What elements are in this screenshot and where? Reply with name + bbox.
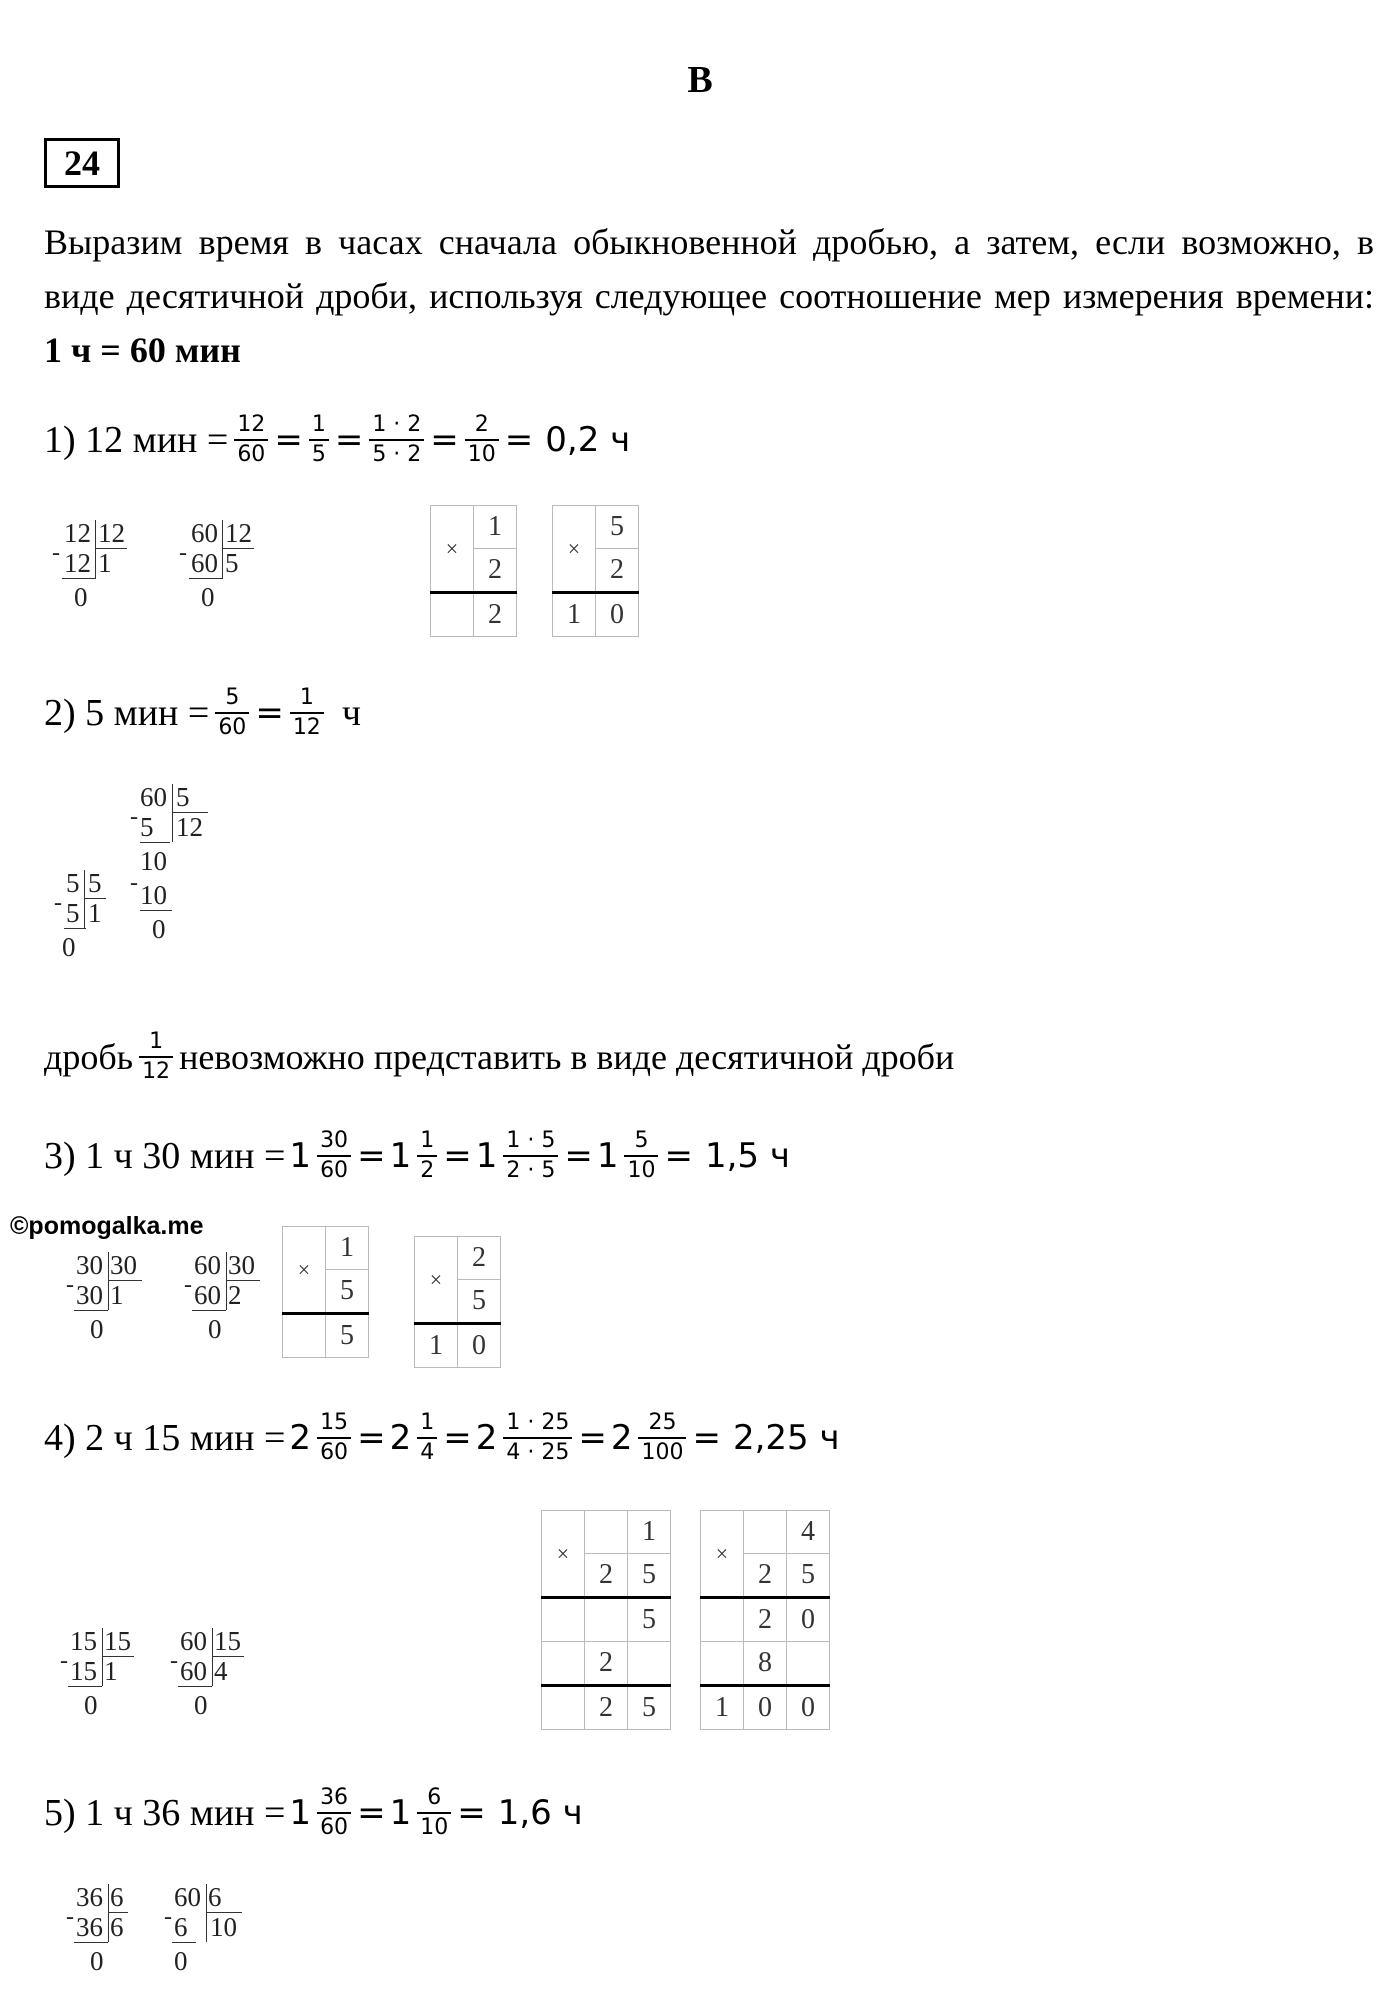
task-number: 24 xyxy=(44,138,120,188)
long-division: 60 6 - 6 10 0 xyxy=(170,1882,250,2000)
equation-1: 1) 12 мин = $\frac{12}{60}$ = $\frac{1}{5}$ = $\frac{1 \cdot 2}{5 \cdot 2}$ = $\frac{2}{10}$ = 0,2 ч xyxy=(44,412,631,467)
eq1-frac-4: $\frac{2}{10}$ xyxy=(465,411,499,469)
intro-ratio: 1 ч = 60 мин xyxy=(44,330,241,370)
eq4-result: 2,25 ч xyxy=(732,1418,840,1458)
eq4-mixed-3: 2 $\frac{1 \cdot 25}{4 \cdot 25}$ xyxy=(472,1409,579,1467)
eq4-lead: 4) 2 ч 15 мин = xyxy=(44,1417,286,1459)
long-division: 60 5 - 5 12 10 - 10 0 xyxy=(140,782,230,982)
multiplication-grid: × 5 2 1 0 xyxy=(552,505,639,637)
eq4-mixed-4: 2 $\frac{25}{100}$ xyxy=(607,1409,693,1467)
eq2-frac-1: $\frac{5}{60}$ xyxy=(215,684,249,742)
equation-5: 5) 1 ч 36 мин = 1 $\frac{36}{60}$ = 1 $\frac{6}{10}$ = 1,6 ч xyxy=(44,1785,583,1840)
intro-text xyxy=(44,215,1374,377)
equation-3: 3) 1 ч 30 мин = 1 $\frac{30}{60}$ = 1 $\frac{1}{2}$ = 1 $\frac{1 \cdot 5}{2 \cdot 5}$ = 1 $\frac{5}{10}$ = 1,5 ч xyxy=(44,1128,790,1183)
eq5-mixed-2: 1 $\frac{6}{10}$ xyxy=(386,1784,458,1842)
section-letter: В xyxy=(687,59,713,101)
eq3-mixed-1: 1 $\frac{30}{60}$ xyxy=(285,1127,357,1185)
eq4-mixed-1: 2 $\frac{15}{60}$ xyxy=(285,1409,357,1467)
eq3-mixed-3: 1 $\frac{1 \cdot 5}{2 \cdot 5}$ xyxy=(472,1127,565,1185)
eq3-mixed-4: 1 $\frac{5}{10}$ xyxy=(593,1127,665,1185)
eq3-result: 1,5 ч xyxy=(704,1136,790,1176)
eq2-lead: 2) 5 мин = xyxy=(44,692,210,734)
eq1-result: 0,2 ч xyxy=(545,420,631,460)
multiplication-grid: × 2 5 1 0 xyxy=(414,1236,501,1368)
multiplication-grid: × 1 5 5 xyxy=(282,1226,369,1358)
long-division: 30 30 - 30 1 0 xyxy=(72,1250,162,1370)
note-before: дробь xyxy=(44,1037,134,1077)
long-division: 5 5 - 5 1 0 xyxy=(62,868,132,988)
long-division: 60 15 - 60 4 0 xyxy=(176,1626,266,1746)
multiplication-grid: × 4 2 5 2 0 8 1 0 0 xyxy=(700,1510,830,1730)
eq1-frac-2: $\frac{1}{5}$ xyxy=(309,411,329,469)
eq3-mixed-2: 1 $\frac{1}{2}$ xyxy=(386,1127,444,1185)
eq2-frac-2: $\frac{1}{12}$ xyxy=(290,684,324,742)
long-division: 60 12 - 60 5 0 xyxy=(179,518,252,612)
note-after: невозможно представить в виде десятичной дроби xyxy=(179,1037,955,1077)
watermark: ©pomogalka.me xyxy=(10,1212,204,1240)
long-division: 15 15 - 15 1 0 xyxy=(66,1626,156,1746)
intro-main: Выразим время в часах сначала обыкновенной дробью, а затем, если возможно, в виде десятичной дроби, используя следующее соотношение мер измерения времени: xyxy=(44,222,1374,316)
eq1-lead: 1) 12 мин = xyxy=(44,419,229,461)
long-division: 60 30 - 60 2 0 xyxy=(190,1250,280,1370)
eq1-frac-1: $\frac{12}{60}$ xyxy=(234,411,268,469)
eq5-result: 1,6 ч xyxy=(497,1793,583,1833)
eq1-frac-3: $\frac{1 \cdot 2}{5 \cdot 2}$ xyxy=(369,411,424,469)
equation-4: 4) 2 ч 15 мин = 2 $\frac{15}{60}$ = 2 $\frac{1}{4}$ = 2 $\frac{1 \cdot 25}{4 \cdot 25}$ = 2 $\frac{25}{100}$ = 2,25 ч xyxy=(44,1410,840,1465)
multiplication-grid: × 1 2 2 xyxy=(430,505,517,637)
note-frac: $\frac{1}{12}$ xyxy=(139,1028,173,1086)
long-division: 36 6 - 36 6 0 xyxy=(72,1882,152,2000)
eq2-unit: ч xyxy=(341,692,361,734)
eq4-mixed-2: 2 $\frac{1}{4}$ xyxy=(386,1409,444,1467)
note-line xyxy=(44,1022,954,1092)
eq5-mixed-1: 1 $\frac{36}{60}$ xyxy=(285,1784,357,1842)
multiplication-grid: × 1 2 5 5 2 2 5 xyxy=(541,1510,671,1730)
eq3-lead: 3) 1 ч 30 мин = xyxy=(44,1135,286,1177)
long-division: 12 12 - 12 1 0 xyxy=(52,518,125,612)
eq5-lead: 5) 1 ч 36 мин = xyxy=(44,1792,286,1834)
equation-2: 2) 5 мин = $\frac{5}{60}$ = $\frac{1}{12}$ ч xyxy=(44,685,361,740)
